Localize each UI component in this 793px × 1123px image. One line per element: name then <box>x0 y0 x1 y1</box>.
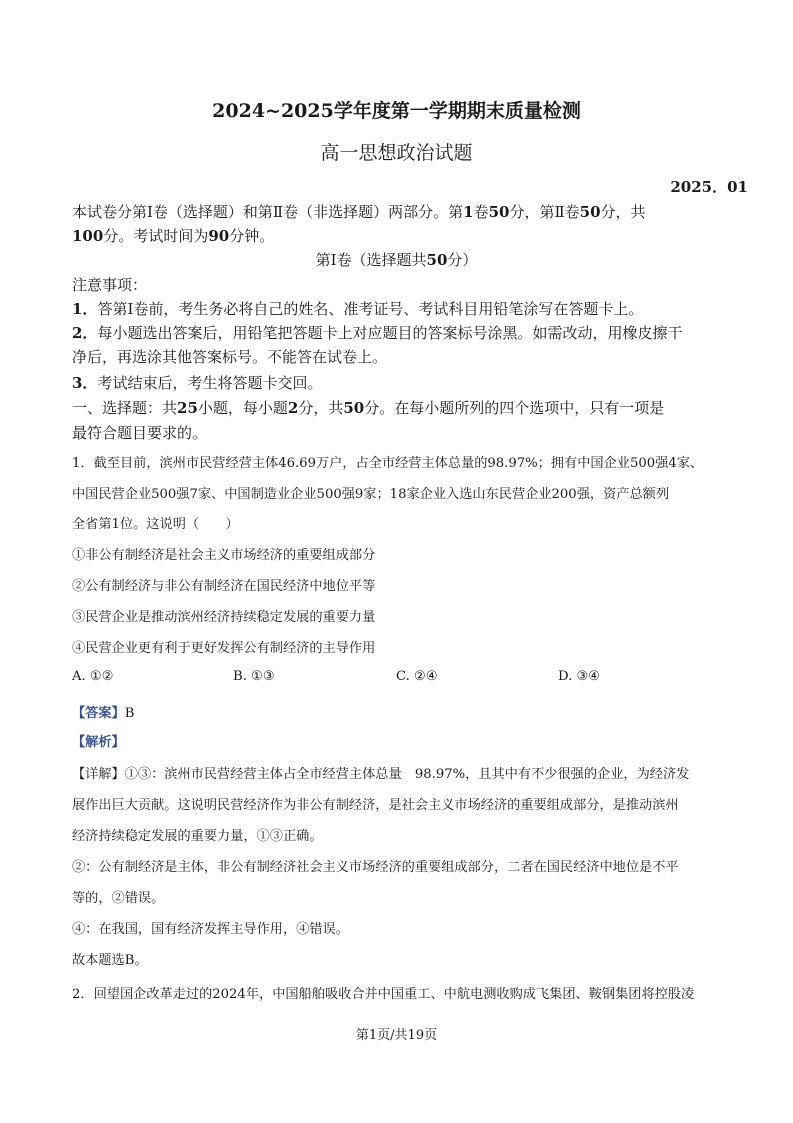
part1-text: 小题，每小题 <box>197 399 288 417</box>
question-2-line-1: 2．回望国企改革走过的2024年，中国船舶吸收合并中国重工、中航电测收购成飞集团、鞍钢集团将控股凌 <box>72 987 695 1002</box>
intro-text: 分。考试时间为 <box>103 227 209 245</box>
note-item-2-cont: 净后，再选涂其他答案标号。不能答在试卷上。 <box>72 348 388 366</box>
detail-point-4: ④：在我国，国有经济发挥主导作用，④错误。 <box>72 922 349 937</box>
question-1-line-2: 中国民营企业500强7家、中国制造业企业500强9家；18家企业入选山东民营企业200强，资产总额列 <box>72 487 670 502</box>
option-b: B. ①③ <box>233 669 275 684</box>
intro-line-2 <box>72 225 274 246</box>
option-c: C. ②④ <box>396 669 438 684</box>
answer-label: 【答案】 <box>72 706 125 721</box>
statement-2: ②公有制经济与非公有制经济在国民经济中地位平等 <box>72 579 376 594</box>
conclusion: 故本题选B。 <box>72 953 148 968</box>
statement-3: ③民营企业是推动滨州经济持续稳定发展的重要力量 <box>72 610 376 625</box>
exam-subtitle: 高一思想政治试题 <box>320 142 473 164</box>
exam-date: 2025．01 <box>670 178 748 196</box>
notes-heading: 注意事项： <box>72 276 148 294</box>
question-1-line-3: 全省第1位。这说明（ ） <box>72 517 239 532</box>
part1-text: 分，共 <box>298 399 344 417</box>
part1-number: 2 <box>287 399 299 417</box>
detail-label: 【详解】 <box>72 767 125 782</box>
statement-1: ①非公有制经济是社会主义市场经济的重要组成部分 <box>72 548 376 563</box>
intro-line-1 <box>72 201 646 222</box>
intro-number: 100 <box>72 227 104 245</box>
question-1-line-1: 1．截至目前，滨州市民营经营主体46.69万户，占全市经营主体总量的98.97%；拥有中国企业500强4家、 <box>72 456 704 471</box>
detail-point-2-line-2: 等的，②错误。 <box>72 891 165 906</box>
option-d: D. ③④ <box>558 669 601 684</box>
intro-number: 50 <box>488 203 510 221</box>
answer-value: B <box>124 706 135 721</box>
option-a: A. ①② <box>72 669 114 684</box>
section-title-text: 分） <box>447 251 478 269</box>
note-item-2 <box>72 322 682 343</box>
part1-instructions <box>72 397 664 418</box>
analysis-label <box>72 731 125 750</box>
intro-text: 本试卷分第Ⅰ卷（选择题）和第Ⅱ卷（非选择题）两部分。第 <box>72 203 464 221</box>
analysis-label-text: 【解析】 <box>72 735 125 750</box>
answer-row <box>72 702 134 721</box>
part1-text: 一、选择题：共 <box>72 399 178 417</box>
section-title-number: 50 <box>426 251 448 269</box>
section-title <box>0 249 793 270</box>
exam-title: 2024~2025学年度第一学期期末质量检测 <box>212 100 581 122</box>
part1-instructions-cont: 最符合题目要求的。 <box>72 424 208 442</box>
detail-text: ①③：滨州市民营经营主体占全市经营主体总量 98.97%，且其中有不少很强的企业，为经济发 <box>124 767 690 782</box>
note-number: 3． <box>72 374 98 392</box>
detail-line-2: 展作出巨大贡献。这说明民营经济作为非公有制经济，是社会主义市场经济的重要组成部分，是推动滨州 <box>72 798 679 813</box>
part1-text: 分。在每小题所列的四个选项中，只有一项是 <box>364 399 665 417</box>
page-footer: 第1页/共19页 <box>355 1028 438 1043</box>
note-item-1 <box>72 298 643 319</box>
note-item-3 <box>72 372 322 393</box>
detail-line-1 <box>72 763 689 782</box>
part1-number: 25 <box>177 399 198 417</box>
intro-number: 50 <box>579 203 601 221</box>
note-text: 每小题选出答案后，用铅笔把答题卡上对应题目的答案标号涂黑。如需改动，用橡皮擦干 <box>97 324 683 342</box>
intro-text: 分钟。 <box>229 227 275 245</box>
note-text: 答第Ⅰ卷前，考生务必将自己的姓名、准考证号、考试科目用铅笔涂写在答题卡上。 <box>97 300 644 318</box>
intro-number: 1 <box>463 203 474 221</box>
statement-4: ④民营企业更有利于更好发挥公有制经济的主导作用 <box>72 641 376 656</box>
note-number: 1． <box>72 300 98 318</box>
intro-text: 分，第Ⅱ卷 <box>509 203 580 221</box>
note-text: 考试结束后，考生将答题卡交回。 <box>97 374 323 392</box>
intro-number: 90 <box>208 227 230 245</box>
section-title-text: 第Ⅰ卷（选择题共 <box>315 251 427 269</box>
detail-point-2-line-1: ②：公有制经济是主体，非公有制经济社会主义市场经济的重要组成部分，二者在国民经济中地位是不平 <box>72 860 679 875</box>
intro-text: 分，共 <box>600 203 646 221</box>
intro-text: 卷 <box>473 203 489 221</box>
detail-line-3: 经济持续稳定发展的重要力量，①③正确。 <box>72 829 323 844</box>
note-number: 2． <box>72 324 98 342</box>
part1-number: 50 <box>343 399 365 417</box>
